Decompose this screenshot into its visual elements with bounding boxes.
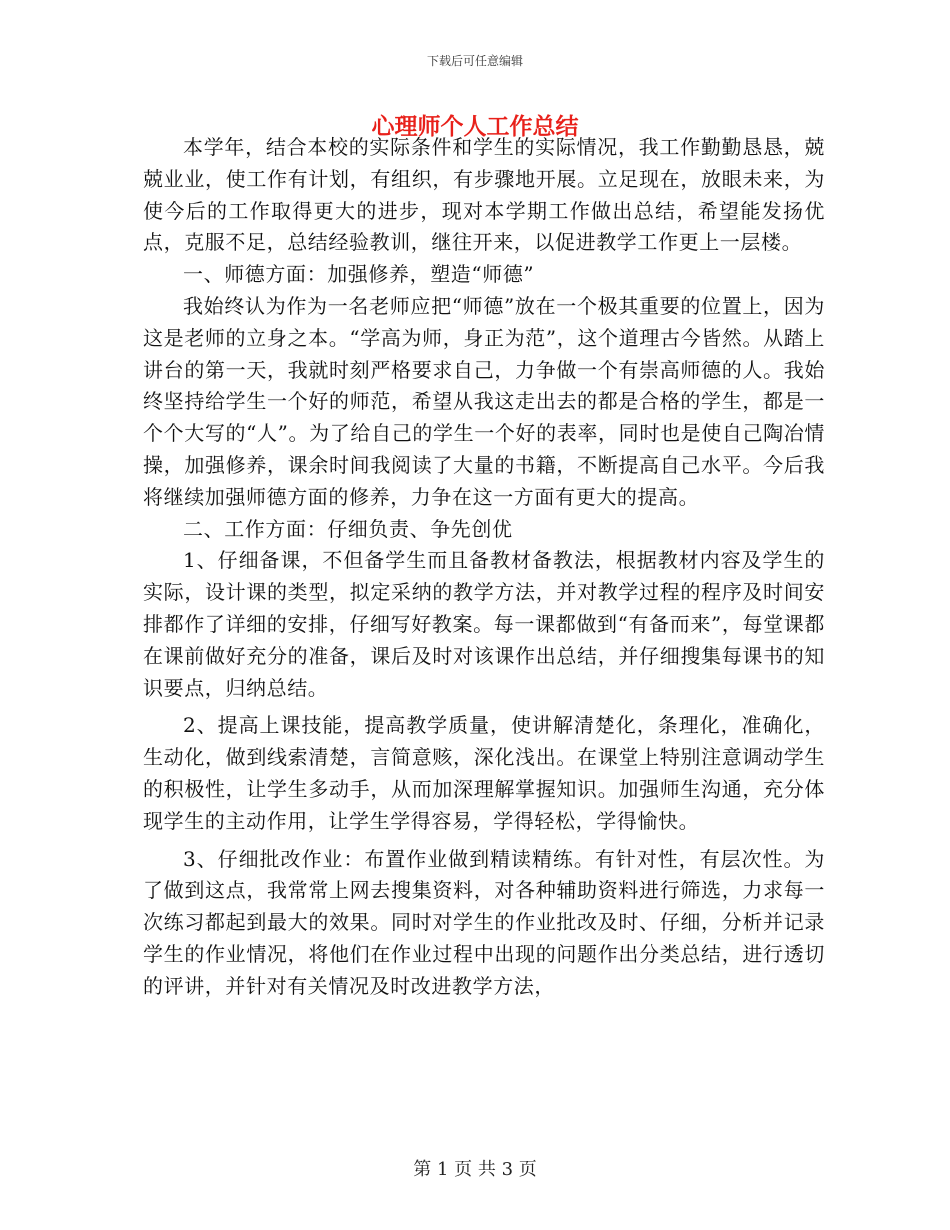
paragraph-teaching-skills: 2、提高上课技能，提高教学质量，使讲解清楚化，条理化，准确化，生动化，做到线索清楚，言简意赅，深化浅出。在课堂上特别注意调动学生的积极性，让学生多动手，从而加深理解掌握知识。加强师生沟通，充分体现学生的主动作用，让学生学得容易，学得轻松，学得愉快。: [143, 713, 825, 833]
paragraph-lesson-prep: 1、仔细备课，不但备学生而且备教材备教法，根据教材内容及学生的实际，设计课的类型，拟定采纳的教学方法，并对教学过程的程序及时间安排都作了详细的安排，仔细写好教案。每一课都做到“有备而来”，每堂课都在课前做好充分的准备，课后及时对该课作出总结，并仔细搜集每课书的知识要点，归纳总结。: [143, 548, 825, 700]
page-footer: 第 1 页 共 3 页: [413, 1159, 537, 1180]
document-body: [143, 132, 825, 1003]
paragraph-intro: 本学年，结合本校的实际条件和学生的实际情况，我工作勤勤恳恳，兢兢业业，使工作有计划，有组织，有步骤地开展。立足现在，放眼未来，为使今后的工作取得更大的进步，现对本学期工作做出总结，希望能发扬优点，克服不足，总结经验教训，继往开来，以促进教学工作更上一层楼。: [143, 135, 825, 255]
section-heading-ethics: 一、师德方面：加强修养，塑造“师德”: [183, 262, 535, 287]
header-note: 下载后可任意编辑: [426, 54, 523, 68]
paragraph-ethics: 我始终认为作为一名老师应把“师德”放在一个极其重要的位置上，因为这是老师的立身之本。“学高为师，身正为范”，这个道理古今皆然。从踏上讲台的第一天，我就时刻严格要求自己，力争做一个有崇高师德的人。我始终坚持给学生一个好的师范，希望从我这走出去的都是合格的学生，都是一个个大写的“人”。为了给自己的学生一个好的表率，同时也是使自己陶冶情操，加强修养，课余时间我阅读了大量的书籍，不断提高自己水平。今后我将继续加强师德方面的修养，力争在这一方面有更大的提高。: [143, 293, 825, 509]
document-title: 心理师个人工作总结: [371, 113, 579, 140]
section-heading-work: 二、工作方面：仔细负责、争先创优: [183, 516, 513, 541]
paragraph-homework: 3、仔细批改作业：布置作业做到精读精练。有针对性，有层次性。为了做到这点，我常常上网去搜集资料，对各种辅助资料进行筛选，力求每一次练习都起到最大的效果。同时对学生的作业批改及时、仔细，分析并记录学生的作业情况，将他们在作业过程中出现的问题作出分类总结，进行透切的评讲，并针对有关情况及时改进教学方法，: [143, 846, 825, 998]
